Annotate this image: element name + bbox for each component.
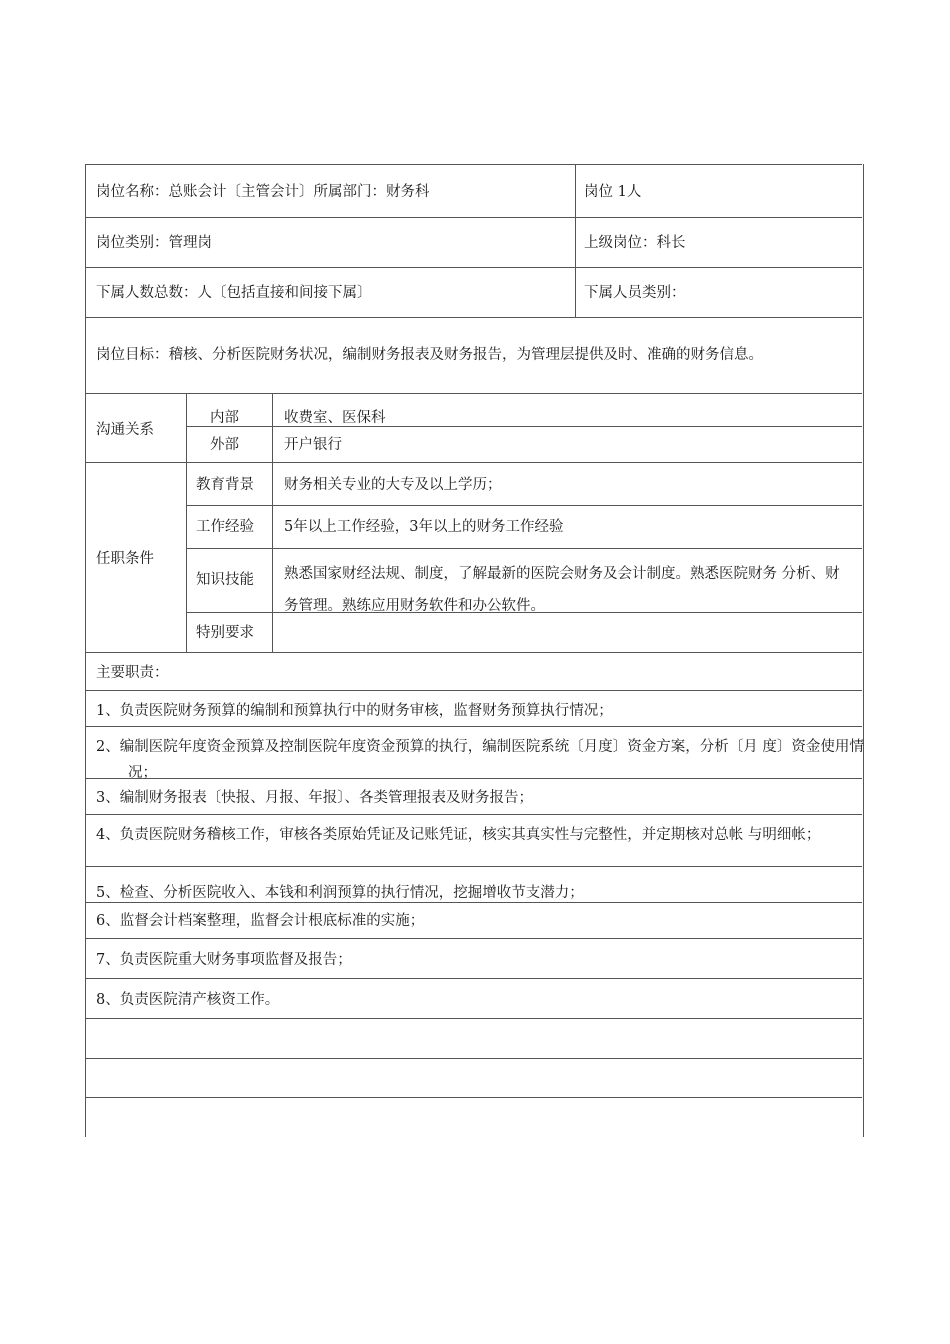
communication-label: 沟通关系 — [96, 422, 154, 438]
row-divider — [85, 393, 862, 394]
table-border-top — [85, 164, 862, 165]
duty-item: 6、监督会计档案整理，监督会计根底标准的实施； — [96, 913, 425, 929]
external-value: 开户银行 — [284, 437, 342, 453]
duty-item: 8、负责医院清产核资工作。 — [96, 992, 280, 1008]
post-goal: 岗位目标：稽核、分析医院财务状况，编制财务报表及财务报告，为管理层提供及时、准确的财务信息。 — [96, 347, 763, 363]
duty-item: 5、检查、分析医院收入、本钱和利润预算的执行情况，挖掘增收节支潜力； — [96, 885, 584, 901]
row-divider — [85, 1097, 862, 1098]
post-name: 岗位名称：总账会计〔主管会计〕所属部门：财务科 — [96, 184, 430, 200]
duty-item: 7、负责医院重大财务事项监督及报告； — [96, 952, 352, 968]
row-divider — [85, 902, 862, 903]
requirement-label: 教育背景 — [196, 477, 254, 493]
row-divider — [186, 548, 862, 549]
subordinate-count: 下属人数总数：人〔包括直接和间接下属〕 — [96, 285, 372, 301]
row-divider — [85, 690, 862, 691]
requirement-value: 熟悉国家财经法规、制度，了解最新的医院会财务及会计制度。熟悉医院财务 分析、财务管理。熟练应用财务软件和办公软件。 — [284, 566, 840, 614]
requirement-label: 特别要求 — [196, 625, 254, 641]
duty-item: 1、负责医院财务预算的编制和预算执行中的财务审核，监督财务预算执行情况； — [96, 703, 613, 719]
requirement-value: 5年以上工作经验，3年以上的财务工作经验 — [284, 519, 564, 535]
superior-post: 上级岗位：科长 — [584, 235, 686, 251]
row-divider — [85, 938, 862, 939]
duty-item: 4、负责医院财务稽核工作，审核各类原始凭证及记账凭证，核实其真实性与完整性，并定期核对总帐 与明细帐； — [96, 827, 821, 843]
headcount: 岗位 1人 — [584, 184, 642, 200]
row-divider — [85, 462, 862, 463]
duties-title: 主要职责： — [96, 665, 169, 681]
row-divider — [85, 726, 862, 727]
subordinate-type: 下属人员类别： — [584, 285, 686, 301]
row-divider — [85, 1058, 862, 1059]
requirement-label: 知识技能 — [196, 572, 254, 588]
row-divider — [186, 505, 862, 506]
requirements-label: 任职条件 — [96, 551, 154, 567]
row-divider — [85, 317, 862, 318]
row-divider — [85, 652, 862, 653]
duty-item: 3、编制财务报表〔快报、月报、年报〕、各类管理报表及财务报告； — [96, 790, 533, 806]
row-divider — [85, 217, 862, 218]
column-divider — [575, 164, 576, 317]
row-divider — [85, 866, 862, 867]
internal-label: 内部 — [210, 410, 239, 426]
requirement-value: 财务相关专业的大专及以上学历； — [284, 477, 502, 493]
internal-value: 收费室、医保科 — [284, 410, 386, 426]
post-category: 岗位类别：管理岗 — [96, 235, 212, 251]
column-divider — [272, 393, 273, 652]
row-divider — [85, 1018, 862, 1019]
row-divider — [85, 978, 862, 979]
duty-item: 2、编制医院年度资金预算及控制医院年度资金预算的执行，编制医院系统〔月度〕资金方案，分析〔月 度〕资金使用情况； — [96, 739, 864, 781]
external-label: 外部 — [210, 437, 239, 453]
row-divider — [85, 814, 862, 815]
requirement-label: 工作经验 — [196, 519, 254, 535]
column-divider — [186, 393, 187, 652]
row-divider — [85, 267, 862, 268]
